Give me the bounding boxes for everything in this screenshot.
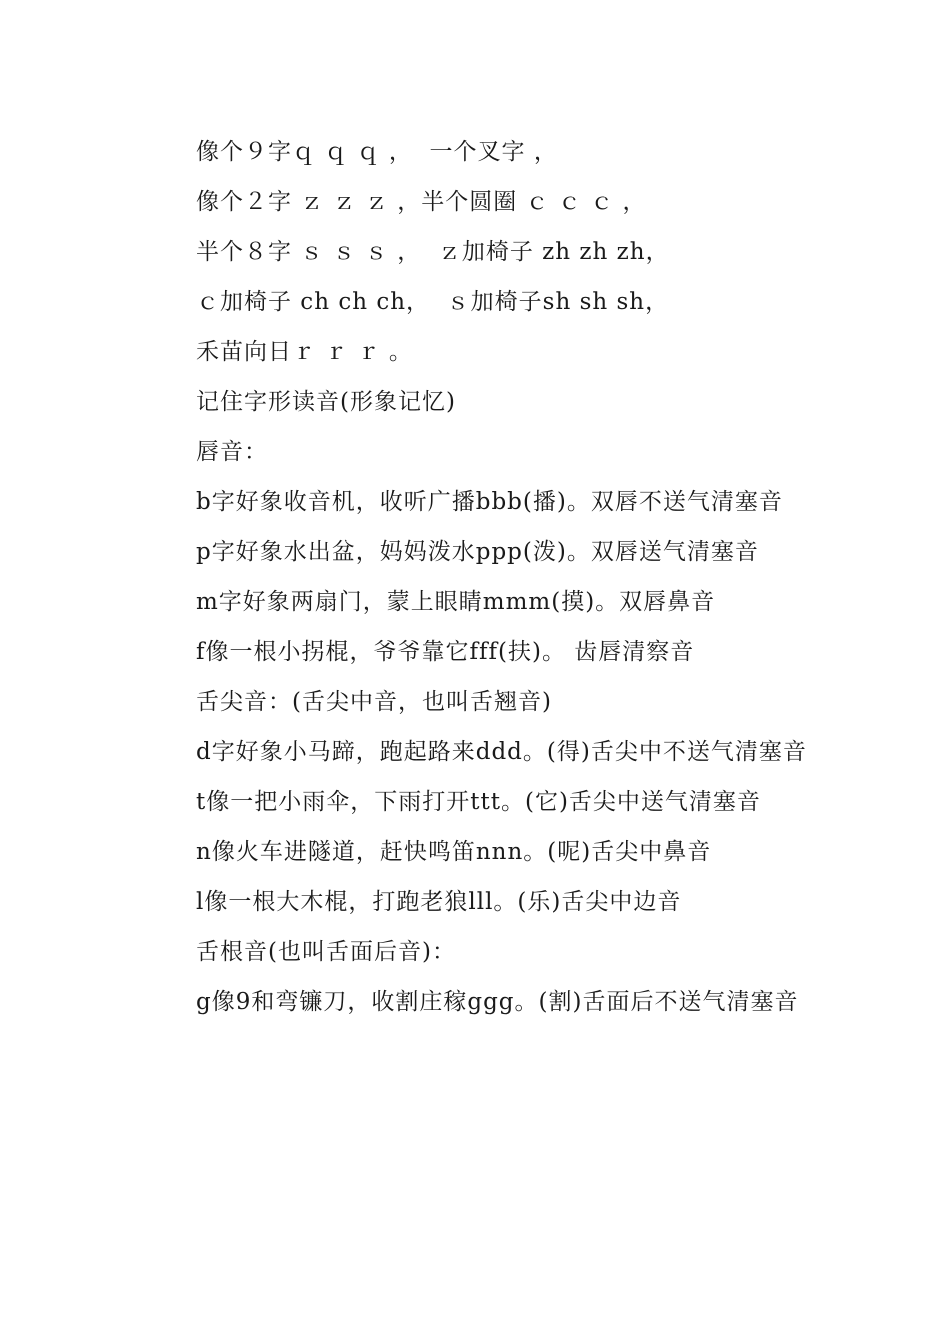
paragraph: 唇音： (196, 439, 268, 465)
paragraph: 记住字形读音(形象记忆) (196, 389, 456, 415)
paragraph: l像一根大木棍，打跑老狼lll。(乐)舌尖中边音 (196, 889, 682, 915)
paragraph: m字好象两扇门，蒙上眼睛mmm(摸)。双唇鼻音 (196, 589, 716, 615)
paragraph: p字好象水出盆，妈妈泼水ppp(泼)。双唇送气清塞音 (196, 539, 759, 565)
paragraph: 像个２字 ｚ ｚ ｚ ，半个圆圈 ｃ ｃ ｃ ， (196, 189, 647, 215)
paragraph: 禾苗向日ｒ ｒ ｒ 。 (196, 339, 413, 365)
paragraph: n像火车进隧道，赶快鸣笛nnn。(呢)舌尖中鼻音 (196, 839, 712, 865)
paragraph: f像一根小拐棍，爷爷靠它fff(扶)。 齿唇清察音 (196, 639, 695, 665)
paragraph: t像一把小雨伞，下雨打开ttt。(它)舌尖中送气清塞音 (196, 789, 761, 815)
paragraph: b字好象收音机，收听广播bbb(播)。双唇不送气清塞音 (196, 489, 783, 515)
paragraph: 舌尖音：(舌尖中音，也叫舌翘音) (196, 689, 552, 715)
paragraph: 舌根音(也叫舌面后音)： (196, 939, 456, 965)
paragraph: ｃ加椅子 ch ch ch， ｓ加椅子sh sh sh， (196, 289, 670, 315)
paragraph: 像个９字ｑ ｑ ｑ ， 一个叉字 ， (196, 139, 558, 165)
paragraph: d字好象小马蹄，跑起路来ddd。(得)舌尖中不送气清塞音 (196, 739, 807, 765)
paragraph: g像9和弯镰刀，收割庄稼ggg。(割)舌面后不送气清塞音 (196, 989, 799, 1015)
paragraph: 半个８字 ｓ ｓ ｓ ， ｚ加椅子 zh zh zh， (196, 239, 670, 265)
document-body (146, 127, 808, 1027)
